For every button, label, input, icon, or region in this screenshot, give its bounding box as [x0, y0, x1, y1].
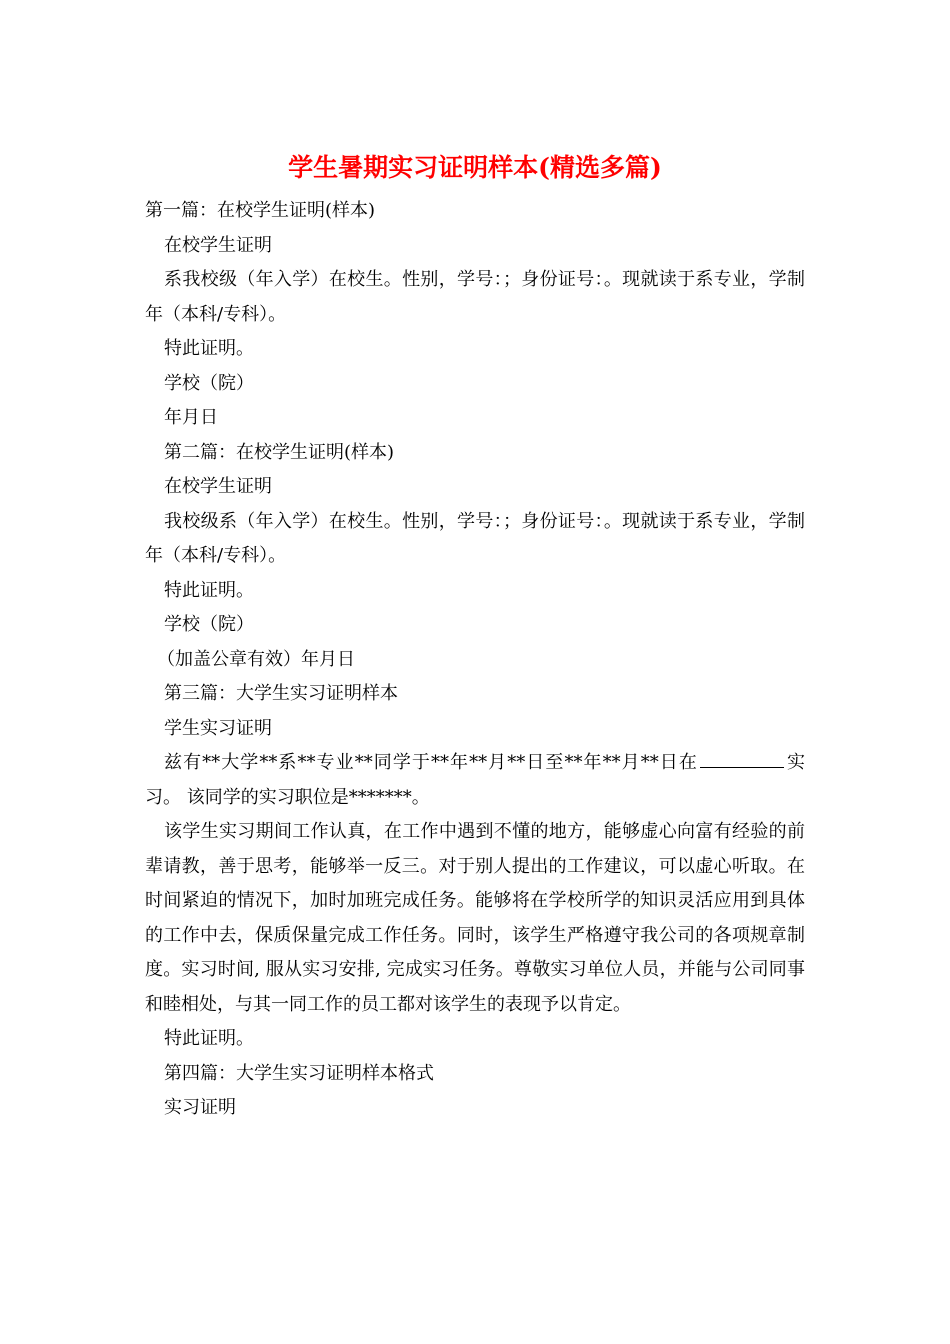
paragraph-school-2: 学校（院） — [164, 614, 254, 635]
paragraph-date-1: 年月日 — [164, 407, 218, 428]
paragraph-body-3-part-a: 兹有**大学**系**专业**同学于**年**月**日至**年**月**日在 — [164, 752, 698, 773]
certificate-title-3: 学生实习证明 — [164, 717, 272, 739]
section-heading-3: 第三篇：大学生实习证明样本 — [164, 683, 398, 704]
paragraph-closing-3: 特此证明。 — [164, 1028, 254, 1049]
document-body — [145, 194, 805, 1126]
paragraph-school-1: 学校（院） — [164, 372, 254, 394]
paragraph-body-2: 我校级系（年入学）在校生。性别，学号：；身份证号：。现就读于系专业，学制年（本科/专科）。 — [145, 510, 805, 566]
paragraph-body-1: 系我校级（年入学）在校生。性别，学号：；身份证号：。现就读于系专业，学制年（本科/专科）。 — [145, 269, 805, 325]
paragraph-closing-2: 特此证明。 — [164, 579, 254, 601]
paragraph-body-3-part-b: 实习。 该同学的实习职位是*******。 — [145, 752, 806, 808]
certificate-title-4: 实习证明 — [164, 1097, 236, 1118]
paragraph-evaluation-3: 该学生实习期间工作认真，在工作中遇到不懂的地方，能够虚心向富有经验的前辈请教，善于思考，能够举一反三。对于别人提出的工作建议，可以虚心听取。在时间紧迫的情况下，加时加班完成任务。能够将在学校所学的知识灵活应用到具体的工作中去，保质保量完成工作任务。同时，该学生严格遵守我公司的各项规章制度。实习时间, 服从实习安排, 完成实习任务。尊敬实习单位人员，并能与公司同事和睦相处，与其一同工作的员工都对该学生的表现予以肯定。 — [145, 821, 805, 1015]
paragraph-closing-1: 特此证明。 — [164, 338, 254, 359]
section-heading-2: 第二篇：在校学生证明(样本) — [164, 441, 395, 463]
paragraph-seal-date-2: （加盖公章有效）年月日 — [157, 648, 355, 670]
document-title: 学生暑期实习证明样本(精选多篇) — [288, 153, 662, 182]
paragraph-body-3 — [145, 746, 805, 815]
fill-in-blank — [700, 749, 784, 768]
certificate-title-1: 在校学生证明 — [164, 234, 272, 256]
section-heading-4: 第四篇：大学生实习证明样本格式 — [164, 1062, 434, 1084]
section-heading-1: 第一篇：在校学生证明(样本) — [145, 200, 376, 221]
certificate-title-2: 在校学生证明 — [164, 476, 272, 497]
